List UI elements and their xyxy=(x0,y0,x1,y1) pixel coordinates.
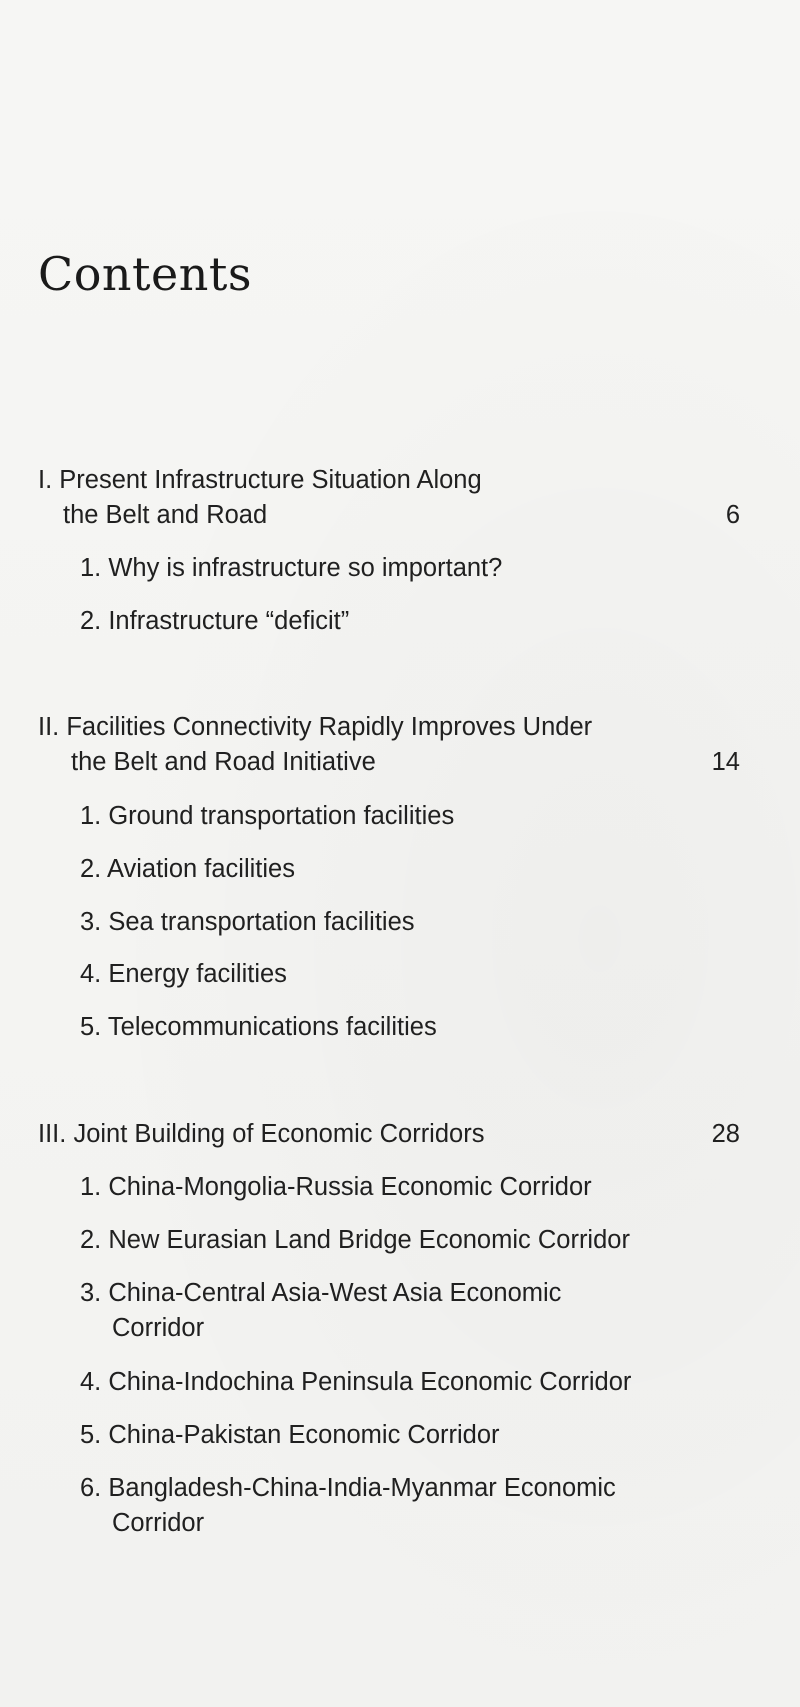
page-title: Contents xyxy=(38,247,252,301)
section-3-page-number: 28 xyxy=(711,1120,740,1148)
section-3-heading[interactable] xyxy=(38,1117,484,1151)
toc-item-3-2-number: 2. xyxy=(80,1226,102,1254)
toc-item-3-2-text: New Eurasian Land Bridge Economic Corridor xyxy=(108,1226,630,1254)
section-2-title-line-2[interactable]: the Belt and Road Initiative xyxy=(71,748,376,776)
toc-item-2-2[interactable]: 2. Aviation facilities xyxy=(80,855,295,883)
toc-item-3-4[interactable] xyxy=(80,1365,631,1399)
toc-item-3-6[interactable] xyxy=(80,1471,616,1505)
section-3-title: Joint Building of Economic Corridors xyxy=(73,1120,485,1148)
toc-item-3-6-continuation: Corridor xyxy=(112,1509,205,1537)
toc-item-2-4[interactable]: 4. Energy facilities xyxy=(80,960,287,988)
section-3-number: III. xyxy=(38,1120,67,1148)
toc-item-3-5-number: 5. xyxy=(80,1421,102,1449)
toc-item-3-5[interactable] xyxy=(80,1418,500,1452)
section-1-heading-line-1[interactable] xyxy=(38,463,482,497)
toc-item-3-5-text: China-Pakistan Economic Corridor xyxy=(108,1421,500,1449)
section-2-number: II. xyxy=(38,713,60,741)
section-1-page-number: 6 xyxy=(725,501,740,529)
toc-item-3-2[interactable] xyxy=(80,1223,630,1257)
toc-item-3-1-text: China-Mongolia-Russia Economic Corridor xyxy=(108,1173,592,1201)
toc-item-1-2[interactable]: 2. Infrastructure “deficit” xyxy=(80,607,350,635)
section-2-page-number: 14 xyxy=(711,748,740,776)
toc-item-3-3-continuation: Corridor xyxy=(112,1314,205,1342)
section-2-title-line-1: Facilities Connectivity Rapidly Improves Under xyxy=(66,713,593,741)
toc-item-3-1[interactable] xyxy=(80,1170,592,1204)
toc-item-3-4-text: China-Indochina Peninsula Economic Corridor xyxy=(108,1368,632,1396)
section-1-title-line-2[interactable]: the Belt and Road xyxy=(63,501,268,529)
toc-item-2-5[interactable]: 5. Telecommunications facilities xyxy=(80,1013,437,1041)
toc-item-1-1[interactable]: 1. Why is infrastructure so important? xyxy=(80,554,503,582)
toc-item-3-4-number: 4. xyxy=(80,1368,102,1396)
section-1-title-line-1: Present Infrastructure Situation Along xyxy=(59,466,482,494)
section-1-number: I. xyxy=(38,466,53,494)
toc-item-3-3-number: 3. xyxy=(80,1279,102,1307)
toc-item-3-6-number: 6. xyxy=(80,1474,102,1502)
toc-item-3-1-number: 1. xyxy=(80,1173,102,1201)
toc-item-3-3[interactable] xyxy=(80,1276,561,1310)
toc-item-2-1[interactable]: 1. Ground transportation facilities xyxy=(80,802,455,830)
toc-item-3-3-text: China-Central Asia-West Asia Economic xyxy=(108,1279,562,1307)
section-2-heading-line-1[interactable] xyxy=(38,710,592,744)
toc-item-2-3[interactable]: 3. Sea transportation facilities xyxy=(80,908,415,936)
toc-item-3-6-text: Bangladesh-China-India-Myanmar Economic xyxy=(108,1474,616,1502)
